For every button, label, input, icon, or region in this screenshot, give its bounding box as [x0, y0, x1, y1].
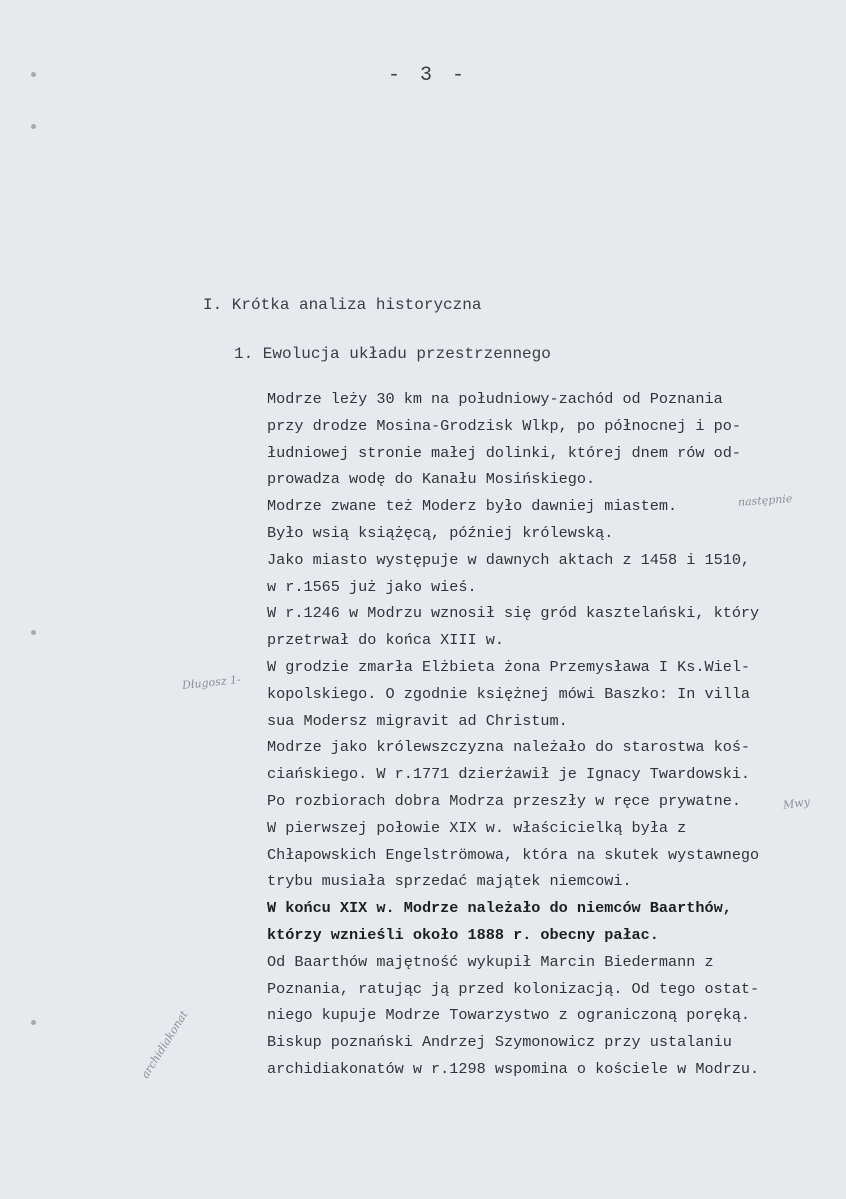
text-line: Modrze jako królewszczyzna należało do starostwa koś- [267, 738, 751, 757]
text-line: Modrze leży 30 km na południowy-zachód od Poznania [267, 390, 723, 408]
text-line: Od Baarthów majętność wykupił Marcin Biedermann z [267, 952, 714, 971]
text-line: sua Modersz migravit ad Christum. [267, 711, 568, 730]
subsection-heading: 1. Ewolucja układu przestrzennego [234, 345, 551, 363]
text-line: łudniowej stronie małej dolinki, której dnem rów od- [267, 443, 741, 462]
handwritten-note: archidiakonat [138, 1008, 191, 1081]
text-line: W r.1246 w Modrzu wznosił się gród kasztelański, który [267, 604, 760, 623]
handwritten-note: Długosz 1- [181, 672, 242, 693]
text-line: prowadza wodę do Kanału Mosińskiego. [267, 470, 596, 489]
text-line: trybu musiała sprzedać majątek niemcowi. [267, 872, 632, 891]
text-line: przy drodze Mosina-Grodzisk Wlkp, po północnej i po- [267, 416, 741, 435]
body-text [267, 386, 837, 1083]
text-line: w r.1565 już jako wieś. [267, 577, 477, 596]
section-heading: I. Krótka analiza historyczna [203, 296, 482, 314]
text-line: niego kupuje Modrze Towarzystwo z ograniczoną poręką. [267, 1006, 751, 1025]
text-line: Po rozbiorach dobra Modrza przeszły w ręce prywatne. [267, 791, 741, 810]
punch-hole-mark [31, 1020, 36, 1025]
text-line: którzy wznieśli około 1888 r. obecny pałac. [267, 925, 659, 944]
handwritten-note: Mwy [782, 795, 811, 812]
text-line: W pierwszej połowie XIX w. właścicielką była z [267, 818, 687, 837]
punch-hole-mark [31, 124, 36, 129]
punch-hole-mark [31, 630, 36, 635]
text-line: Chłapowskich Engelströmowa, która na skutek wystawnego [267, 845, 760, 864]
text-line: ciańskiego. W r.1771 dzierżawił je Ignacy Twardowski. [267, 765, 751, 784]
text-line: Jako miasto występuje w dawnych aktach z 1458 i 1510, [267, 550, 751, 569]
punch-hole-mark [31, 72, 36, 77]
handwritten-note: następnie [737, 492, 793, 509]
text-line: W końcu XIX w. Modrze należało do niemców Baarthów, [267, 899, 732, 918]
text-line: archidiakonatów w r.1298 wspomina o kościele w Modrzu. [267, 1059, 760, 1078]
text-line: W grodzie zmarła Elżbieta żona Przemysława I Ks.Wiel- [267, 657, 751, 676]
text-line: przetrwał do końca XIII w. [267, 631, 504, 650]
text-line: Było wsią książęcą, później królewską. [267, 523, 614, 542]
page-number: - 3 - [388, 64, 469, 87]
text-line: kopolskiego. O zgodnie księżnej mówi Baszko: In villa [267, 684, 751, 703]
text-line: Biskup poznański Andrzej Szymonowicz przy ustalaniu [267, 1033, 732, 1052]
text-line: Modrze zwane też Moderz było dawniej miastem. [267, 497, 678, 516]
text-line: Poznania, ratując ją przed kolonizacją. Od tego ostat- [267, 979, 760, 998]
